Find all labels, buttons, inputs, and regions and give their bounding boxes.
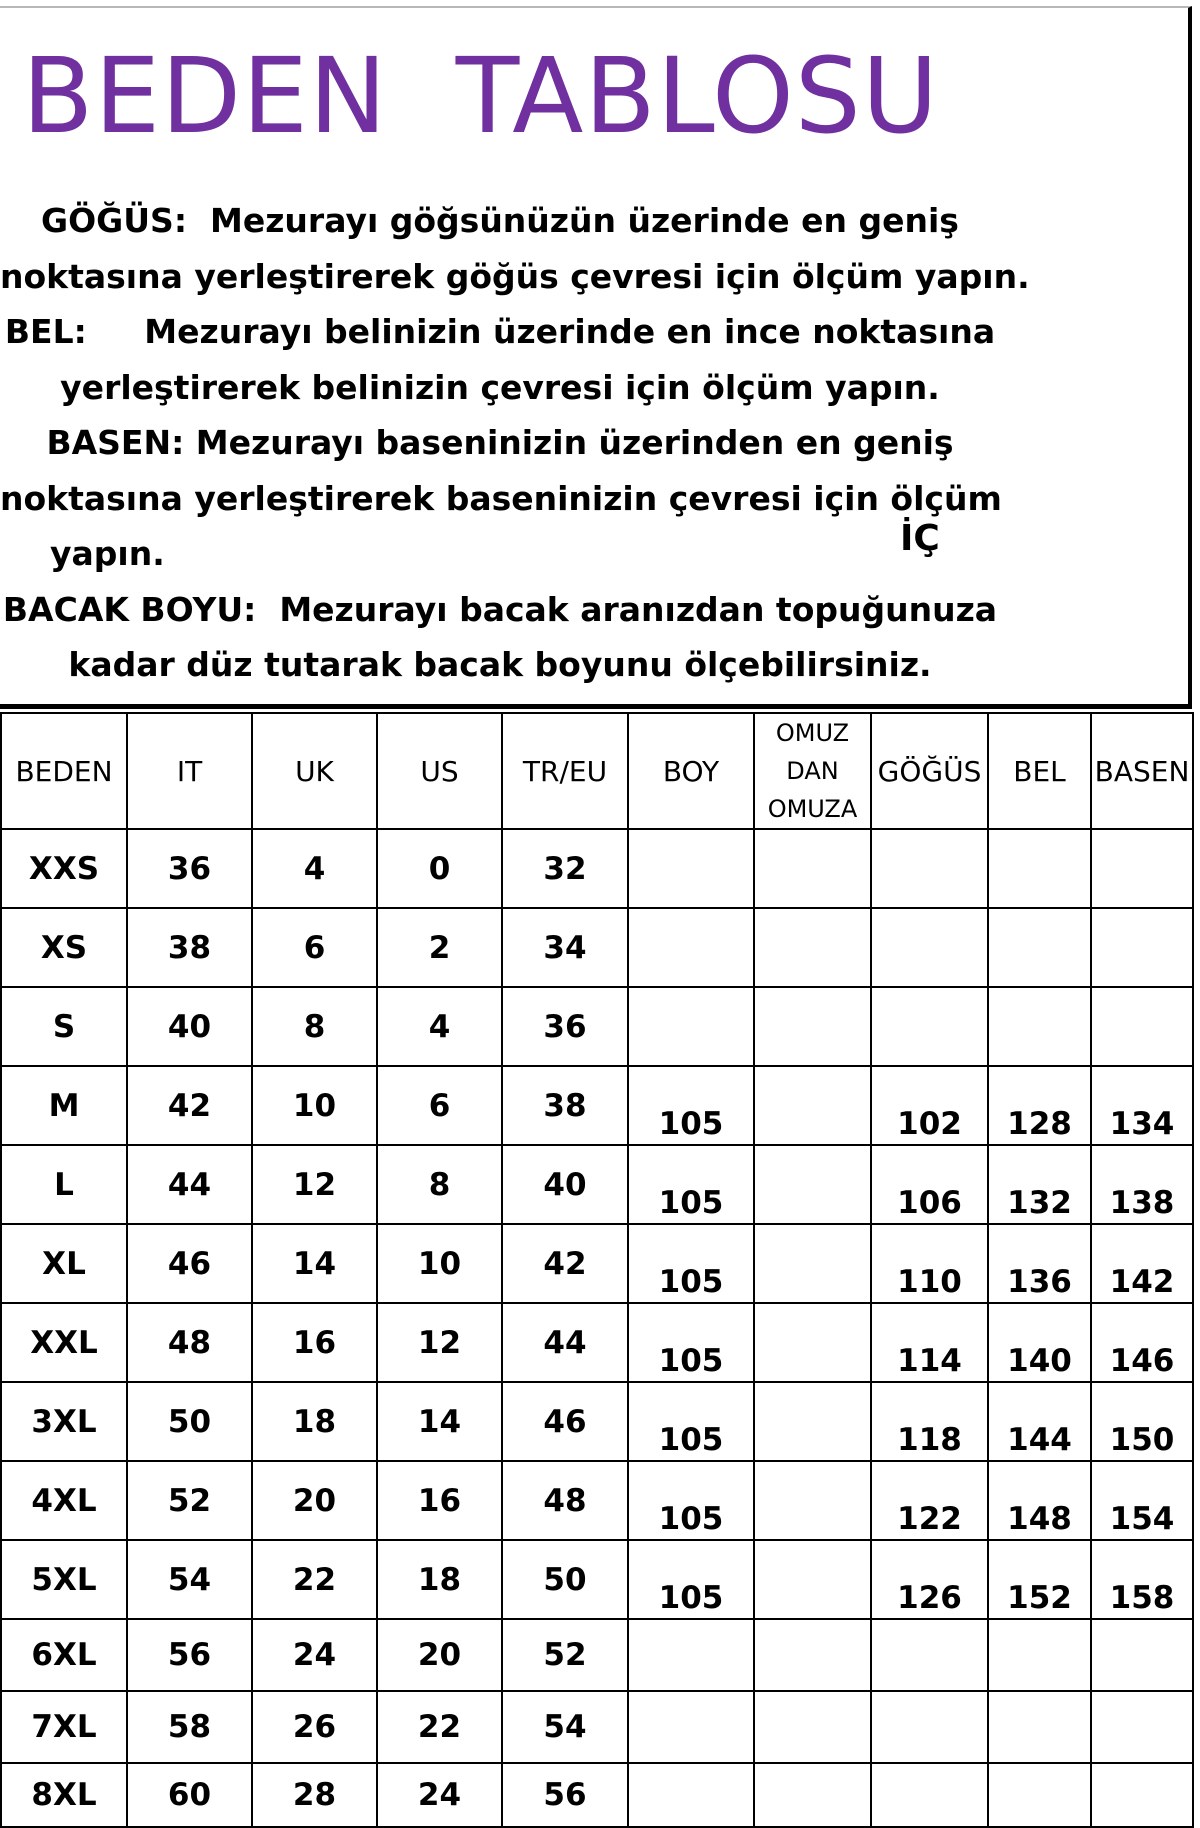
cell-tr-eu: 42	[502, 1224, 628, 1303]
instruction-line: noktasına yerleştirerek baseninizin çevresi için ölçüm	[0, 478, 1002, 518]
header-basen: BASEN	[1091, 713, 1193, 829]
cell-beden: XXL	[1, 1303, 127, 1382]
cell-uk: 26	[252, 1691, 377, 1763]
cell-gogus	[871, 829, 988, 908]
cell-basen	[1091, 987, 1193, 1066]
cell-basen: 154	[1091, 1461, 1193, 1540]
cell-gogus: 114	[871, 1303, 988, 1382]
cell-boy: 105	[628, 1382, 754, 1461]
cell-us: 10	[377, 1224, 502, 1303]
cell-omuzdan-omuza	[754, 1303, 871, 1382]
table-row	[1, 1619, 1193, 1691]
cell-basen: 150	[1091, 1382, 1193, 1461]
cell-omuzdan-omuza	[754, 1461, 871, 1540]
cell-it: 36	[127, 829, 252, 908]
header-beden: BEDEN	[1, 713, 127, 829]
cell-beden: XXS	[1, 829, 127, 908]
cell-tr-eu: 46	[502, 1382, 628, 1461]
cell-gogus	[871, 1619, 988, 1691]
cell-gogus: 126	[871, 1540, 988, 1619]
cell-bel: 132	[988, 1145, 1091, 1224]
cell-basen: 134	[1091, 1066, 1193, 1145]
cell-it: 38	[127, 908, 252, 987]
cell-omuzdan-omuza	[754, 1382, 871, 1461]
cell-beden: L	[1, 1145, 127, 1224]
cell-omuzdan-omuza	[754, 1145, 871, 1224]
cell-bel	[988, 908, 1091, 987]
cell-tr-eu: 32	[502, 829, 628, 908]
header-bel: BEL	[988, 713, 1091, 829]
cell-tr-eu: 44	[502, 1303, 628, 1382]
cell-bel	[988, 1763, 1091, 1827]
cell-bel	[988, 987, 1091, 1066]
cell-tr-eu: 52	[502, 1619, 628, 1691]
size-table	[0, 712, 1194, 1828]
cell-bel: 152	[988, 1540, 1091, 1619]
instruction-line: kadar düz tutarak bacak boyunu ölçebilirsiniz.	[68, 645, 932, 684]
cell-us: 20	[377, 1619, 502, 1691]
cell-uk: 20	[252, 1461, 377, 1540]
cell-gogus	[871, 987, 988, 1066]
cell-beden: S	[1, 987, 127, 1066]
header-it: IT	[127, 713, 252, 829]
cell-uk: 18	[252, 1382, 377, 1461]
cell-us: 18	[377, 1540, 502, 1619]
cell-boy: 105	[628, 1066, 754, 1145]
cell-it: 58	[127, 1691, 252, 1763]
cell-us: 8	[377, 1145, 502, 1224]
cell-uk: 28	[252, 1763, 377, 1827]
cell-boy	[628, 1619, 754, 1691]
header-text-part: OMUZ	[775, 719, 850, 747]
cell-basen: 142	[1091, 1224, 1193, 1303]
cell-uk: 12	[252, 1145, 377, 1224]
header-tr-eu: TR/EU	[502, 713, 628, 829]
cell-beden: XS	[1, 908, 127, 987]
cell-beden: 3XL	[1, 1382, 127, 1461]
cell-omuzdan-omuza	[754, 1224, 871, 1303]
cell-boy	[628, 1763, 754, 1827]
cell-tr-eu: 36	[502, 987, 628, 1066]
cell-us: 22	[377, 1691, 502, 1763]
cell-omuzdan-omuza	[754, 908, 871, 987]
cell-omuzdan-omuza	[754, 1066, 871, 1145]
cell-basen	[1091, 1763, 1193, 1827]
cell-gogus: 102	[871, 1066, 988, 1145]
table-body	[1, 829, 1193, 1827]
table-row	[1, 1145, 1193, 1224]
table-row	[1, 1066, 1193, 1145]
instruction-line: BASEN: Mezurayı baseninizin üzerinden en geniş	[46, 423, 954, 462]
cell-uk: 8	[252, 987, 377, 1066]
cell-it: 44	[127, 1145, 252, 1224]
table-row	[1, 1303, 1193, 1382]
ic-mark: İÇ	[900, 518, 940, 559]
cell-basen: 146	[1091, 1303, 1193, 1382]
cell-us: 16	[377, 1461, 502, 1540]
cell-bel: 148	[988, 1461, 1091, 1540]
table-row	[1, 1691, 1193, 1763]
cell-boy: 105	[628, 1461, 754, 1540]
section-divider	[0, 704, 1192, 709]
table-row	[1, 829, 1193, 908]
cell-us: 6	[377, 1066, 502, 1145]
cell-gogus	[871, 1691, 988, 1763]
table-row	[1, 1461, 1193, 1540]
cell-uk: 24	[252, 1619, 377, 1691]
cell-gogus: 106	[871, 1145, 988, 1224]
cell-tr-eu: 48	[502, 1461, 628, 1540]
cell-omuzdan-omuza	[754, 1540, 871, 1619]
cell-beden: 4XL	[1, 1461, 127, 1540]
cell-omuzdan-omuza	[754, 1763, 871, 1827]
header-gogus: GÖĞÜS	[871, 713, 988, 829]
cell-bel: 140	[988, 1303, 1091, 1382]
cell-boy	[628, 908, 754, 987]
cell-it: 54	[127, 1540, 252, 1619]
cell-beden: 7XL	[1, 1691, 127, 1763]
header-text-part: DAN	[786, 757, 839, 785]
cell-it: 48	[127, 1303, 252, 1382]
cell-tr-eu: 54	[502, 1691, 628, 1763]
cell-tr-eu: 34	[502, 908, 628, 987]
cell-bel	[988, 1619, 1091, 1691]
page-title: BEDEN TABLOSU	[22, 35, 939, 157]
cell-basen: 158	[1091, 1540, 1193, 1619]
cell-uk: 14	[252, 1224, 377, 1303]
cell-omuzdan-omuza	[754, 1619, 871, 1691]
cell-basen	[1091, 1619, 1193, 1691]
cell-boy	[628, 829, 754, 908]
cell-uk: 4	[252, 829, 377, 908]
header-us: US	[377, 713, 502, 829]
cell-it: 60	[127, 1763, 252, 1827]
cell-bel	[988, 1691, 1091, 1763]
cell-us: 2	[377, 908, 502, 987]
cell-basen	[1091, 1691, 1193, 1763]
cell-gogus	[871, 1763, 988, 1827]
cell-uk: 16	[252, 1303, 377, 1382]
header-omuzdan-omuza	[754, 713, 871, 829]
cell-uk: 10	[252, 1066, 377, 1145]
cell-gogus	[871, 908, 988, 987]
cell-us: 24	[377, 1763, 502, 1827]
instruction-line: BEL: Mezurayı belinizin üzerinde en ince noktasına	[4, 312, 996, 351]
header-box	[0, 6, 1192, 706]
cell-basen	[1091, 908, 1193, 987]
table-row	[1, 908, 1193, 987]
cell-bel: 128	[988, 1066, 1091, 1145]
cell-bel	[988, 829, 1091, 908]
cell-it: 56	[127, 1619, 252, 1691]
table-row	[1, 1382, 1193, 1461]
cell-omuzdan-omuza	[754, 1691, 871, 1763]
cell-basen: 138	[1091, 1145, 1193, 1224]
cell-omuzdan-omuza	[754, 987, 871, 1066]
cell-uk: 22	[252, 1540, 377, 1619]
cell-beden: 8XL	[1, 1763, 127, 1827]
cell-tr-eu: 38	[502, 1066, 628, 1145]
cell-omuzdan-omuza	[754, 829, 871, 908]
cell-us: 4	[377, 987, 502, 1066]
cell-us: 12	[377, 1303, 502, 1382]
cell-it: 42	[127, 1066, 252, 1145]
header-boy: BOY	[628, 713, 754, 829]
cell-tr-eu: 40	[502, 1145, 628, 1224]
cell-boy: 105	[628, 1145, 754, 1224]
instruction-line: noktasına yerleştirerek göğüs çevresi için ölçüm yapın.	[0, 256, 1030, 296]
table-row	[1, 1224, 1193, 1303]
header-uk: UK	[252, 713, 377, 829]
cell-beden: XL	[1, 1224, 127, 1303]
cell-gogus: 118	[871, 1382, 988, 1461]
table-row	[1, 987, 1193, 1066]
header-text-part: OMUZA	[767, 795, 858, 823]
cell-us: 14	[377, 1382, 502, 1461]
cell-bel: 144	[988, 1382, 1091, 1461]
cell-tr-eu: 56	[502, 1763, 628, 1827]
measurement-instructions	[0, 193, 1030, 693]
cell-uk: 6	[252, 908, 377, 987]
cell-gogus: 122	[871, 1461, 988, 1540]
table-row	[1, 1763, 1193, 1827]
instruction-line: BACAK BOYU: Mezurayı bacak aranızdan topuğunuza	[2, 589, 998, 629]
cell-beden: M	[1, 1066, 127, 1145]
instruction-line: GÖĞÜS: Mezurayı göğsünüzün üzerinde en geniş	[41, 201, 959, 240]
table-row	[1, 1540, 1193, 1619]
cell-it: 52	[127, 1461, 252, 1540]
cell-boy: 105	[628, 1224, 754, 1303]
cell-basen	[1091, 829, 1193, 908]
cell-us: 0	[377, 829, 502, 908]
cell-boy: 105	[628, 1303, 754, 1382]
cell-bel: 136	[988, 1224, 1091, 1303]
cell-beden: 6XL	[1, 1619, 127, 1691]
cell-it: 46	[127, 1224, 252, 1303]
cell-boy: 105	[628, 1540, 754, 1619]
instruction-line: yerleştirerek belinizin çevresi için ölçüm yapın.	[60, 367, 940, 407]
cell-it: 50	[127, 1382, 252, 1461]
instruction-line: yapın.	[50, 534, 165, 573]
cell-gogus: 110	[871, 1224, 988, 1303]
cell-boy	[628, 987, 754, 1066]
cell-it: 40	[127, 987, 252, 1066]
cell-beden: 5XL	[1, 1540, 127, 1619]
cell-tr-eu: 50	[502, 1540, 628, 1619]
cell-boy	[628, 1691, 754, 1763]
table-header-row	[1, 713, 1193, 829]
